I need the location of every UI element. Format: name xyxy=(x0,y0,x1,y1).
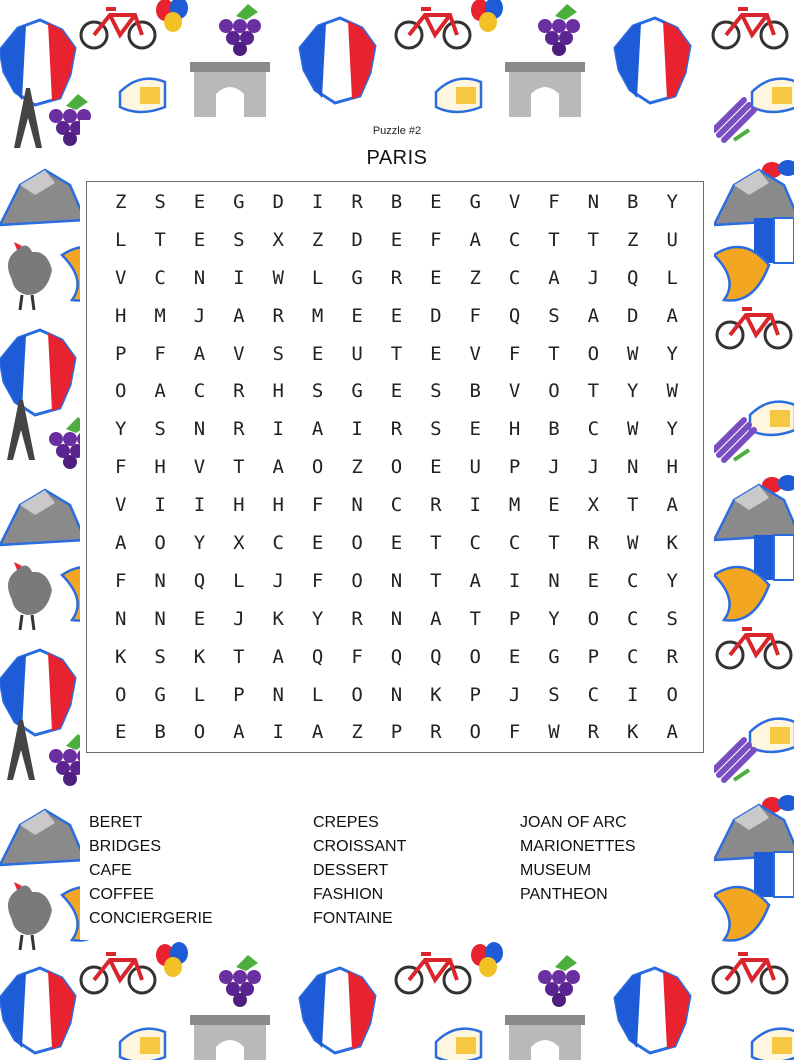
grid-letter[interactable]: U xyxy=(469,456,481,479)
grid-letter[interactable]: H xyxy=(272,494,284,517)
grid-letter[interactable]: S xyxy=(154,645,166,668)
grid-letter[interactable]: E xyxy=(311,342,324,365)
grapes-icon xyxy=(538,4,580,56)
word-bank-item: FASHION xyxy=(313,886,384,903)
france-map-icon xyxy=(300,968,375,1053)
grid-letter[interactable]: T xyxy=(627,494,639,517)
grid-letter[interactable]: V xyxy=(193,456,206,479)
grid-letter[interactable]: I xyxy=(351,418,363,441)
lavender-icon xyxy=(714,420,754,460)
grid-letter[interactable]: X xyxy=(233,531,245,554)
grid-letter[interactable]: I xyxy=(311,190,324,213)
puzzle-title: PARIS xyxy=(366,147,428,169)
arc-de-triomphe-icon xyxy=(190,62,270,117)
grid-letter[interactable]: W xyxy=(627,531,639,554)
grid-letter[interactable]: D xyxy=(430,304,442,327)
grid-letter[interactable]: U xyxy=(351,342,363,365)
grid-letter[interactable]: S xyxy=(548,683,560,706)
word-bank-column xyxy=(313,811,406,931)
grid-letter[interactable]: F xyxy=(508,342,521,365)
grid-letter[interactable]: O xyxy=(311,456,324,479)
france-map-icon xyxy=(0,20,75,105)
grid-letter[interactable]: C xyxy=(627,607,639,630)
mountains-icon xyxy=(714,485,794,540)
grid-letter[interactable]: A xyxy=(311,418,324,441)
grid-letter[interactable]: E xyxy=(311,531,324,554)
grid-letter[interactable]: C xyxy=(508,531,521,554)
croissant-icon xyxy=(714,887,769,941)
grid-letter[interactable]: H xyxy=(272,380,284,403)
grid-letter[interactable]: A xyxy=(233,304,245,327)
france-map-icon xyxy=(0,330,75,415)
bicycle-icon xyxy=(396,954,470,993)
grid-letter[interactable]: D xyxy=(627,304,639,327)
grid-letter[interactable]: S xyxy=(154,418,166,441)
lavender-icon xyxy=(714,740,754,780)
bicycle-icon xyxy=(717,629,791,668)
grid-letter[interactable]: T xyxy=(587,228,600,251)
grid-letter[interactable]: D xyxy=(351,228,363,251)
grid-letter[interactable]: K xyxy=(666,531,678,554)
grid-letter[interactable]: Y xyxy=(311,607,324,630)
grid-letter[interactable]: P xyxy=(114,342,127,365)
grid-letter[interactable]: T xyxy=(154,228,166,251)
grid-letter[interactable]: N xyxy=(154,607,166,630)
word-bank-item: COFFEE xyxy=(89,886,154,903)
grid-letter[interactable]: Q xyxy=(627,266,639,289)
grid-letter[interactable]: C xyxy=(627,569,639,592)
grid-letter[interactable]: I xyxy=(508,569,521,592)
grid-letter[interactable]: N xyxy=(193,418,206,441)
grid-letter[interactable]: W xyxy=(548,721,560,744)
cheese-icon xyxy=(436,79,481,112)
grid-letter[interactable]: T xyxy=(430,531,442,554)
word-bank-item: CROISSANT xyxy=(313,838,407,855)
grid-letter[interactable]: E xyxy=(114,721,127,744)
grid-letter[interactable]: I xyxy=(233,266,245,289)
grid-letter[interactable]: P xyxy=(390,721,403,744)
grid-letter[interactable]: K xyxy=(114,645,127,668)
grid-letter[interactable]: R xyxy=(351,607,363,630)
grid-letter[interactable]: K xyxy=(430,683,442,706)
grid-letter[interactable]: A xyxy=(114,531,127,554)
grid-letter[interactable]: Z xyxy=(351,456,363,479)
grid-letter[interactable]: A xyxy=(548,266,560,289)
cheese-icon xyxy=(750,719,794,752)
grid-letter[interactable]: C xyxy=(469,531,481,554)
grid-letter[interactable]: X xyxy=(587,494,600,517)
grid-letter[interactable]: E xyxy=(193,228,206,251)
france-map-icon xyxy=(300,18,375,103)
cheese-icon xyxy=(120,1029,165,1060)
grid-letter[interactable]: S xyxy=(430,418,442,441)
grid-letter[interactable]: F xyxy=(508,721,521,744)
grid-letter[interactable]: C xyxy=(390,494,403,517)
grid-letter[interactable]: F xyxy=(154,342,166,365)
grid-letter[interactable]: I xyxy=(469,494,481,517)
grid-letter[interactable]: D xyxy=(272,190,284,213)
rooster-icon xyxy=(8,562,52,630)
grid-letter[interactable]: H xyxy=(666,456,678,479)
grapes-icon xyxy=(219,955,261,1007)
grid-letter[interactable]: G xyxy=(233,190,245,213)
grid-letter[interactable]: E xyxy=(390,531,403,554)
mountains-icon xyxy=(714,170,794,225)
cheese-icon xyxy=(120,79,165,112)
grid-letter[interactable]: G xyxy=(154,683,166,706)
france-map-icon xyxy=(0,650,75,735)
bicycle-icon xyxy=(713,954,787,993)
grid-letter[interactable]: B xyxy=(469,380,481,403)
grid-letter[interactable]: F xyxy=(114,569,127,592)
grid-letter[interactable]: G xyxy=(351,266,363,289)
grid-letter[interactable]: L xyxy=(311,266,324,289)
grid-letter[interactable]: P xyxy=(508,607,521,630)
grid-letter[interactable]: V xyxy=(508,190,521,213)
grid-letter[interactable]: E xyxy=(390,228,403,251)
mountains-icon xyxy=(0,490,85,545)
rooster-icon xyxy=(8,882,52,950)
grid-letter[interactable]: O xyxy=(114,380,127,403)
arc-de-triomphe-icon xyxy=(190,1015,270,1060)
word-bank-item: BERET xyxy=(89,814,143,831)
grid-letter[interactable]: O xyxy=(587,607,600,630)
grid-letter[interactable]: R xyxy=(587,531,600,554)
word-bank-item: JOAN OF ARC xyxy=(520,814,627,831)
balloons-icon xyxy=(156,942,188,977)
croissant-icon xyxy=(714,247,769,301)
grid-letter[interactable]: T xyxy=(390,342,403,365)
grid-letter[interactable]: W xyxy=(627,418,639,441)
grid-letter[interactable]: J xyxy=(587,456,600,479)
grid-letter[interactable]: E xyxy=(193,190,206,213)
grid-letter[interactable]: Q xyxy=(193,569,206,592)
word-bank-item: BRIDGES xyxy=(89,838,162,855)
grid-letter[interactable]: K xyxy=(193,645,206,668)
grid-letter[interactable]: A xyxy=(272,456,284,479)
grid-letter[interactable]: Q xyxy=(390,645,403,668)
grid-letter[interactable]: R xyxy=(233,418,245,441)
grid-letter[interactable]: E xyxy=(351,304,363,327)
word-bank-column xyxy=(520,811,636,907)
grid-letter[interactable]: O xyxy=(351,683,363,706)
grid-letter[interactable]: G xyxy=(548,645,560,668)
grid-letter[interactable]: O xyxy=(193,721,206,744)
grid-letter[interactable]: F xyxy=(548,190,560,213)
grid-letter[interactable]: H xyxy=(114,304,127,327)
france-map-icon xyxy=(615,968,690,1053)
grid-letter[interactable]: H xyxy=(233,494,245,517)
grid-letter[interactable]: W xyxy=(627,342,639,365)
grid-letter[interactable]: O xyxy=(351,569,363,592)
grid-letter[interactable]: Y xyxy=(548,607,560,630)
grid-letter[interactable]: T xyxy=(233,456,245,479)
grid-letter[interactable]: W xyxy=(272,266,284,289)
grid-letter[interactable]: W xyxy=(666,380,678,403)
grid-letter[interactable]: B xyxy=(627,190,639,213)
grid-letter[interactable]: J xyxy=(587,266,600,289)
grid-letter[interactable]: A xyxy=(154,380,166,403)
grid-letter[interactable]: R xyxy=(430,494,442,517)
grid-letter[interactable]: Y xyxy=(666,342,678,365)
grid-letter[interactable]: E xyxy=(469,418,481,441)
grid-letter[interactable]: R xyxy=(390,418,403,441)
grid-letter[interactable]: C xyxy=(154,266,166,289)
grid-letter[interactable]: F xyxy=(430,228,442,251)
grid-letter[interactable]: B xyxy=(548,418,560,441)
grid-letter[interactable]: T xyxy=(548,342,560,365)
grid-letter[interactable]: V xyxy=(114,494,127,517)
grid-letter[interactable]: E xyxy=(430,266,442,289)
grid-letter[interactable]: J xyxy=(508,683,521,706)
grid-letter[interactable]: P xyxy=(233,683,245,706)
grapes-icon xyxy=(219,4,261,56)
grid-letter[interactable]: R xyxy=(272,304,284,327)
grid-letter[interactable]: N xyxy=(390,683,403,706)
arc-de-triomphe-icon xyxy=(505,1015,585,1060)
grid-letter[interactable]: N xyxy=(548,569,560,592)
grid-letter[interactable]: P xyxy=(469,683,481,706)
balloons-icon xyxy=(471,942,503,977)
word-bank-item: CONCIERGERIE xyxy=(89,910,213,927)
grid-letter[interactable]: Y xyxy=(666,190,678,213)
grid-letter[interactable]: Y xyxy=(114,418,127,441)
grid-letter[interactable]: E xyxy=(390,304,403,327)
grid-letter[interactable]: A xyxy=(666,721,678,744)
grid-letter[interactable]: V xyxy=(508,380,521,403)
grid-letter[interactable]: N xyxy=(154,569,166,592)
grapes-icon xyxy=(538,955,580,1007)
word-bank-item: DESSERT xyxy=(313,862,389,879)
grid-letter[interactable]: O xyxy=(114,683,127,706)
grid-letter[interactable]: I xyxy=(272,418,284,441)
grid-letter[interactable]: O xyxy=(666,683,678,706)
grid-letter[interactable]: S xyxy=(548,304,560,327)
grid-letter[interactable]: P xyxy=(587,645,600,668)
grid-letter[interactable]: E xyxy=(548,494,560,517)
grid-letter[interactable]: L xyxy=(233,569,245,592)
grid-letter[interactable]: A xyxy=(469,228,481,251)
grid-letter[interactable]: J xyxy=(548,456,560,479)
grid-letter[interactable]: Y xyxy=(193,531,206,554)
grid-letter[interactable]: E xyxy=(430,456,442,479)
grid-letter[interactable]: E xyxy=(430,190,442,213)
grid-letter[interactable]: O xyxy=(548,380,560,403)
grid-letter[interactable]: R xyxy=(351,190,363,213)
grid-letter[interactable]: E xyxy=(508,645,521,668)
grid-letter[interactable]: I xyxy=(193,494,206,517)
grid-letter[interactable]: G xyxy=(469,190,481,213)
bicycle-icon xyxy=(713,9,787,48)
grid-letter[interactable]: C xyxy=(627,645,639,668)
grid-letter[interactable]: A xyxy=(311,721,324,744)
grid-letter[interactable]: K xyxy=(627,721,639,744)
grid-letter[interactable]: X xyxy=(272,228,284,251)
grid-letter[interactable]: Q xyxy=(508,304,521,327)
grid-letter[interactable]: G xyxy=(351,380,363,403)
grid-letter[interactable]: F xyxy=(311,569,324,592)
grid-letter[interactable]: B xyxy=(154,721,166,744)
grid-letter[interactable]: C xyxy=(193,380,206,403)
french-flag-icon xyxy=(754,852,794,897)
word-bank-column xyxy=(89,811,213,931)
grid-letter[interactable]: Y xyxy=(666,569,678,592)
grid-letter[interactable]: C xyxy=(587,418,600,441)
bicycle-icon xyxy=(81,954,155,993)
grid-letter[interactable]: P xyxy=(508,456,521,479)
puzzle-number: Puzzle #2 xyxy=(372,125,422,137)
grid-letter[interactable]: O xyxy=(154,531,166,554)
grid-letter[interactable]: O xyxy=(390,456,403,479)
grid-letter[interactable]: B xyxy=(390,190,403,213)
cheese-icon xyxy=(752,1029,794,1060)
rooster-icon xyxy=(8,242,52,310)
grid-letter[interactable]: S xyxy=(430,380,442,403)
grid-letter[interactable]: L xyxy=(114,228,127,251)
grid-letter[interactable]: T xyxy=(548,228,560,251)
grid-letter[interactable]: R xyxy=(430,721,442,744)
grid-letter[interactable]: O xyxy=(469,721,481,744)
grid-letter[interactable]: N xyxy=(272,683,284,706)
french-flag-icon xyxy=(754,535,794,580)
mountains-icon xyxy=(0,810,85,865)
grid-letter[interactable]: E xyxy=(193,607,206,630)
grid-letter[interactable]: C xyxy=(508,228,521,251)
grid-letter[interactable]: N xyxy=(351,494,363,517)
grid-letter[interactable]: Z xyxy=(114,190,127,213)
word-search-grid xyxy=(101,183,692,751)
grid-letter[interactable]: A xyxy=(666,494,678,517)
grid-letter[interactable]: V xyxy=(114,266,127,289)
france-map-icon xyxy=(0,968,75,1053)
grid-letter[interactable]: I xyxy=(627,683,639,706)
grid-letter[interactable]: K xyxy=(272,607,284,630)
cheese-icon xyxy=(436,1029,481,1060)
grid-letter[interactable]: M xyxy=(311,304,324,327)
grid-letter[interactable]: S xyxy=(666,607,678,630)
grid-letter[interactable]: N xyxy=(390,607,403,630)
grid-letter[interactable]: Y xyxy=(627,380,639,403)
grid-letter[interactable]: L xyxy=(193,683,206,706)
word-bank-item: PANTHEON xyxy=(520,886,608,903)
cheese-icon xyxy=(752,79,794,112)
grid-letter[interactable]: N xyxy=(390,569,403,592)
grid-letter[interactable]: L xyxy=(666,266,678,289)
grid-letter[interactable]: R xyxy=(233,380,245,403)
grid-letter[interactable]: A xyxy=(666,304,678,327)
grid-letter[interactable]: A xyxy=(469,569,481,592)
grid-letter[interactable]: Z xyxy=(311,228,324,251)
balloons-icon xyxy=(156,0,188,32)
grid-letter[interactable]: O xyxy=(351,531,363,554)
word-bank-item: FONTAINE xyxy=(313,910,393,927)
mountains-icon xyxy=(0,170,85,225)
word-bank-item: MUSEUM xyxy=(520,862,592,879)
grid-letter[interactable]: T xyxy=(233,645,245,668)
grid-letter[interactable]: U xyxy=(666,228,678,251)
grid-letter[interactable]: F xyxy=(114,456,127,479)
grid-letter[interactable]: J xyxy=(193,304,206,327)
grid-letter[interactable]: M xyxy=(508,494,521,517)
grid-letter[interactable]: H xyxy=(508,418,521,441)
grid-letter[interactable]: A xyxy=(587,304,600,327)
grid-letter[interactable]: E xyxy=(430,342,442,365)
grid-letter[interactable]: F xyxy=(469,304,481,327)
grid-letter[interactable]: R xyxy=(390,266,403,289)
grid-letter[interactable]: I xyxy=(154,494,166,517)
grid-letter[interactable]: S xyxy=(272,342,284,365)
balloons-icon xyxy=(471,0,503,32)
grid-letter[interactable]: Q xyxy=(311,645,324,668)
grid-letter[interactable]: M xyxy=(154,304,166,327)
bicycle-icon xyxy=(396,9,470,48)
grid-letter[interactable]: H xyxy=(154,456,166,479)
word-bank-item: CREPES xyxy=(313,814,379,831)
arc-de-triomphe-icon xyxy=(505,62,585,117)
bicycle-icon xyxy=(81,9,155,48)
grid-letter[interactable]: S xyxy=(311,380,324,403)
france-map-icon xyxy=(615,18,690,103)
grid-letter[interactable]: Y xyxy=(666,418,678,441)
grid-letter[interactable]: J xyxy=(272,569,284,592)
grid-letter[interactable]: Z xyxy=(627,228,639,251)
grid-letter[interactable]: C xyxy=(587,683,600,706)
grid-letter[interactable]: N xyxy=(193,266,206,289)
grid-letter[interactable]: C xyxy=(272,531,284,554)
grid-letter[interactable]: R xyxy=(666,645,678,668)
grid-letter[interactable]: E xyxy=(587,569,600,592)
grid-letter[interactable]: Z xyxy=(351,721,363,744)
grid-letter[interactable]: C xyxy=(508,266,521,289)
croissant-icon xyxy=(714,567,769,621)
grid-letter[interactable]: I xyxy=(272,721,284,744)
word-bank-item: CAFE xyxy=(89,862,132,879)
grid-letter[interactable]: S xyxy=(154,190,166,213)
grid-letter[interactable]: A xyxy=(193,342,206,365)
grid-letter[interactable]: A xyxy=(272,645,284,668)
grid-letter[interactable]: V xyxy=(469,342,481,365)
grid-letter[interactable]: A xyxy=(430,607,442,630)
grid-letter[interactable]: S xyxy=(233,228,245,251)
grid-letter[interactable]: A xyxy=(233,721,245,744)
grid-letter[interactable]: O xyxy=(469,645,481,668)
grid-letter[interactable]: N xyxy=(114,607,127,630)
grid-letter[interactable]: R xyxy=(587,721,600,744)
grid-letter[interactable]: N xyxy=(627,456,639,479)
grid-letter[interactable]: T xyxy=(430,569,442,592)
grid-letter[interactable]: Q xyxy=(430,645,442,668)
bicycle-icon xyxy=(717,309,791,348)
grid-letter[interactable]: O xyxy=(587,342,600,365)
grid-letter[interactable]: T xyxy=(587,380,600,403)
grid-letter[interactable]: N xyxy=(587,190,600,213)
grid-letter[interactable]: L xyxy=(311,683,324,706)
grid-letter[interactable]: E xyxy=(390,380,403,403)
grid-letter[interactable]: J xyxy=(233,607,245,630)
grid-letter[interactable]: F xyxy=(311,494,324,517)
grid-letter[interactable]: V xyxy=(233,342,245,365)
grid-letter[interactable]: F xyxy=(351,645,363,668)
word-bank-item: MARIONETTES xyxy=(520,838,636,855)
word-bank xyxy=(89,811,709,941)
grid-letter[interactable]: T xyxy=(469,607,481,630)
grid-letter[interactable]: Z xyxy=(469,266,481,289)
grid-letter[interactable]: T xyxy=(548,531,560,554)
